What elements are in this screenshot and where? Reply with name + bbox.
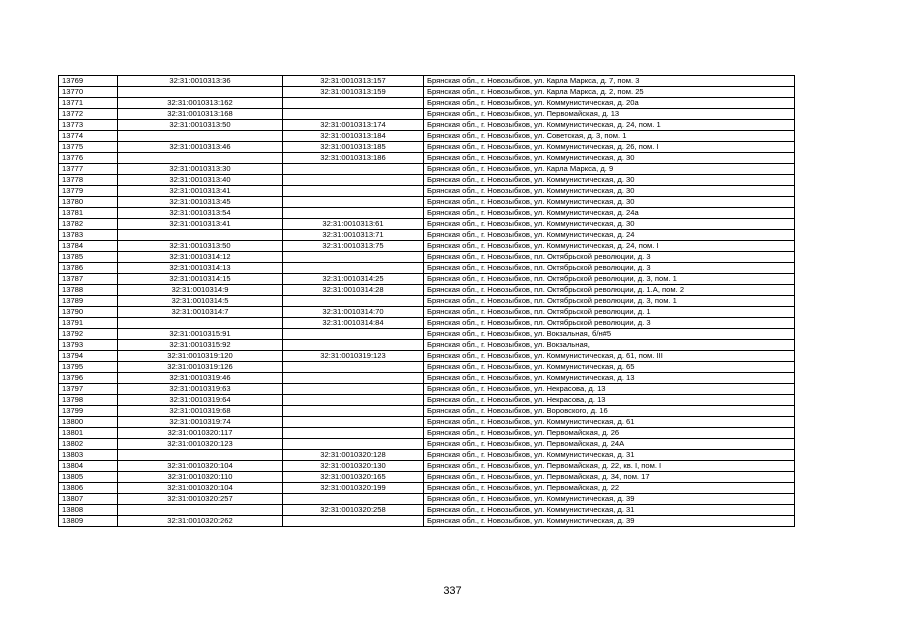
linked-cadastral-number-cell: 32:31:0010313:157: [283, 76, 424, 87]
row-number-cell: 13769: [59, 76, 118, 87]
cadastral-number-cell: 32:31:0010319:74: [118, 417, 283, 428]
table-row: [59, 285, 795, 296]
table-row: [59, 483, 795, 494]
address-cell: Брянская обл., г. Новозыбков, ул. Вокзальная, б/н#5: [424, 329, 795, 340]
row-number-cell: 13774: [59, 131, 118, 142]
row-number-cell: 13772: [59, 109, 118, 120]
address-cell: Брянская обл., г. Новозыбков, ул. Первомайская, д. 34, пом. 17: [424, 472, 795, 483]
table-row: [59, 153, 795, 164]
row-number-cell: 13773: [59, 120, 118, 131]
table-row: [59, 351, 795, 362]
row-number-cell: 13784: [59, 241, 118, 252]
row-number-cell: 13800: [59, 417, 118, 428]
table-row: [59, 241, 795, 252]
row-number-cell: 13802: [59, 439, 118, 450]
linked-cadastral-number-cell: [283, 164, 424, 175]
cadastral-number-cell: 32:31:0010315:91: [118, 329, 283, 340]
linked-cadastral-number-cell: [283, 175, 424, 186]
address-cell: Брянская обл., г. Новозыбков, ул. Коммунистическая, д. 30: [424, 219, 795, 230]
table-row: [59, 439, 795, 450]
address-cell: Брянская обл., г. Новозыбков, ул. Коммунистическая, д. 31: [424, 505, 795, 516]
address-cell: Брянская обл., г. Новозыбков, ул. Первомайская, д. 26: [424, 428, 795, 439]
cadastral-number-cell: 32:31:0010313:168: [118, 109, 283, 120]
linked-cadastral-number-cell: [283, 406, 424, 417]
table-row: [59, 230, 795, 241]
cadastral-number-cell: 32:31:0010319:63: [118, 384, 283, 395]
row-number-cell: 13785: [59, 252, 118, 263]
table-row: [59, 318, 795, 329]
row-number-cell: 13806: [59, 483, 118, 494]
table-row: [59, 384, 795, 395]
linked-cadastral-number-cell: [283, 395, 424, 406]
row-number-cell: 13795: [59, 362, 118, 373]
linked-cadastral-number-cell: 32:31:0010314:70: [283, 307, 424, 318]
table-row: [59, 406, 795, 417]
row-number-cell: 13781: [59, 208, 118, 219]
address-cell: Брянская обл., г. Новозыбков, ул. Советская, д. 3, пом. 1: [424, 131, 795, 142]
cadastral-number-cell: 32:31:0010314:9: [118, 285, 283, 296]
row-number-cell: 13805: [59, 472, 118, 483]
row-number-cell: 13786: [59, 263, 118, 274]
table-row: [59, 274, 795, 285]
address-cell: Брянская обл., г. Новозыбков, пл. Октябрьской революции, д. 3: [424, 318, 795, 329]
cadastral-number-cell: [118, 131, 283, 142]
linked-cadastral-number-cell: [283, 494, 424, 505]
cadastral-number-cell: 32:31:0010313:162: [118, 98, 283, 109]
linked-cadastral-number-cell: [283, 417, 424, 428]
table-row: [59, 219, 795, 230]
row-number-cell: 13793: [59, 340, 118, 351]
linked-cadastral-number-cell: 32:31:0010313:71: [283, 230, 424, 241]
cadastral-number-cell: 32:31:0010320:123: [118, 439, 283, 450]
linked-cadastral-number-cell: 32:31:0010320:258: [283, 505, 424, 516]
cadastral-number-cell: [118, 153, 283, 164]
linked-cadastral-number-cell: 32:31:0010313:186: [283, 153, 424, 164]
address-cell: Брянская обл., г. Новозыбков, пл. Октябрьской революции, д. 3, пом. 1: [424, 296, 795, 307]
row-number-cell: 13777: [59, 164, 118, 175]
address-cell: Брянская обл., г. Новозыбков, ул. Карла Маркса, д. 9: [424, 164, 795, 175]
table-row: [59, 175, 795, 186]
row-number-cell: 13770: [59, 87, 118, 98]
cadastral-number-cell: 32:31:0010320:104: [118, 483, 283, 494]
linked-cadastral-number-cell: [283, 208, 424, 219]
table-row: [59, 120, 795, 131]
linked-cadastral-number-cell: [283, 362, 424, 373]
address-cell: Брянская обл., г. Новозыбков, ул. Первомайская, д. 13: [424, 109, 795, 120]
address-cell: Брянская обл., г. Новозыбков, ул. Коммунистическая, д. 20а: [424, 98, 795, 109]
table-row: [59, 87, 795, 98]
address-cell: Брянская обл., г. Новозыбков, ул. Воровского, д. 16: [424, 406, 795, 417]
table-row: [59, 395, 795, 406]
address-cell: Брянская обл., г. Новозыбков, ул. Коммунистическая, д. 61, пом. III: [424, 351, 795, 362]
address-cell: Брянская обл., г. Новозыбков, ул. Коммунистическая, д. 30: [424, 153, 795, 164]
row-number-cell: 13791: [59, 318, 118, 329]
table-row: [59, 461, 795, 472]
table-row: [59, 450, 795, 461]
address-cell: Брянская обл., г. Новозыбков, пл. Октябрьской революции, д. 1.А, пом. 2: [424, 285, 795, 296]
table-row: [59, 164, 795, 175]
table-row: [59, 186, 795, 197]
address-cell: Брянская обл., г. Новозыбков, ул. Первомайская, д. 22: [424, 483, 795, 494]
cadastral-number-cell: 32:31:0010313:41: [118, 219, 283, 230]
address-cell: Брянская обл., г. Новозыбков, ул. Карла Маркса, д. 2, пом. 25: [424, 87, 795, 98]
row-number-cell: 13798: [59, 395, 118, 406]
table-row: [59, 428, 795, 439]
table-row: [59, 362, 795, 373]
cadastral-number-cell: 32:31:0010313:54: [118, 208, 283, 219]
cadastral-number-cell: 32:31:0010319:64: [118, 395, 283, 406]
cadastral-number-cell: 32:31:0010314:13: [118, 263, 283, 274]
address-cell: Брянская обл., г. Новозыбков, ул. Коммунистическая, д. 26, пом. I: [424, 142, 795, 153]
cadastral-number-cell: 32:31:0010313:50: [118, 241, 283, 252]
row-number-cell: 13780: [59, 197, 118, 208]
row-number-cell: 13804: [59, 461, 118, 472]
cadastral-number-cell: 32:31:0010314:12: [118, 252, 283, 263]
linked-cadastral-number-cell: [283, 329, 424, 340]
cadastral-number-cell: 32:31:0010313:45: [118, 197, 283, 208]
table-row: [59, 263, 795, 274]
table-row: [59, 373, 795, 384]
row-number-cell: 13803: [59, 450, 118, 461]
address-cell: Брянская обл., г. Новозыбков, ул. Коммунистическая, д. 24а: [424, 208, 795, 219]
cadastral-number-cell: 32:31:0010319:120: [118, 351, 283, 362]
linked-cadastral-number-cell: [283, 428, 424, 439]
row-number-cell: 13801: [59, 428, 118, 439]
row-number-cell: 13775: [59, 142, 118, 153]
cadastral-number-cell: 32:31:0010314:5: [118, 296, 283, 307]
linked-cadastral-number-cell: [283, 516, 424, 527]
cadastral-number-cell: 32:31:0010319:46: [118, 373, 283, 384]
address-cell: Брянская обл., г. Новозыбков, ул. Коммунистическая, д. 30: [424, 175, 795, 186]
linked-cadastral-number-cell: [283, 98, 424, 109]
property-registry-table: [58, 75, 795, 527]
linked-cadastral-number-cell: 32:31:0010320:130: [283, 461, 424, 472]
cadastral-number-cell: 32:31:0010320:262: [118, 516, 283, 527]
linked-cadastral-number-cell: 32:31:0010314:84: [283, 318, 424, 329]
table-row: [59, 252, 795, 263]
cadastral-number-cell: 32:31:0010313:41: [118, 186, 283, 197]
table-row: [59, 131, 795, 142]
address-cell: Брянская обл., г. Новозыбков, ул. Коммунистическая, д. 39: [424, 516, 795, 527]
table-row: [59, 329, 795, 340]
page-number: 337: [443, 585, 462, 597]
cadastral-number-cell: 32:31:0010320:117: [118, 428, 283, 439]
cadastral-number-cell: 32:31:0010313:30: [118, 164, 283, 175]
table-row: [59, 109, 795, 120]
table-row: [59, 197, 795, 208]
cadastral-number-cell: 32:31:0010320:104: [118, 461, 283, 472]
linked-cadastral-number-cell: 32:31:0010313:75: [283, 241, 424, 252]
address-cell: Брянская обл., г. Новозыбков, ул. Вокзальная,: [424, 340, 795, 351]
address-cell: Брянская обл., г. Новозыбков, ул. Коммунистическая, д. 13: [424, 373, 795, 384]
row-number-cell: 13787: [59, 274, 118, 285]
table-row: [59, 505, 795, 516]
linked-cadastral-number-cell: [283, 439, 424, 450]
linked-cadastral-number-cell: [283, 296, 424, 307]
address-cell: Брянская обл., г. Новозыбков, ул. Некрасова, д. 13: [424, 384, 795, 395]
address-cell: Брянская обл., г. Новозыбков, ул. Некрасова, д. 13: [424, 395, 795, 406]
row-number-cell: 13779: [59, 186, 118, 197]
linked-cadastral-number-cell: 32:31:0010313:159: [283, 87, 424, 98]
table-row: [59, 516, 795, 527]
address-cell: Брянская обл., г. Новозыбков, ул. Коммунистическая, д. 65: [424, 362, 795, 373]
cadastral-number-cell: 32:31:0010313:46: [118, 142, 283, 153]
row-number-cell: 13790: [59, 307, 118, 318]
address-cell: Брянская обл., г. Новозыбков, ул. Коммунистическая, д. 61: [424, 417, 795, 428]
linked-cadastral-number-cell: [283, 186, 424, 197]
cadastral-number-cell: 32:31:0010313:36: [118, 76, 283, 87]
row-number-cell: 13797: [59, 384, 118, 395]
cadastral-number-cell: 32:31:0010313:50: [118, 120, 283, 131]
linked-cadastral-number-cell: 32:31:0010314:28: [283, 285, 424, 296]
row-number-cell: 13792: [59, 329, 118, 340]
row-number-cell: 13808: [59, 505, 118, 516]
linked-cadastral-number-cell: [283, 340, 424, 351]
cadastral-number-cell: 32:31:0010315:92: [118, 340, 283, 351]
row-number-cell: 13794: [59, 351, 118, 362]
table-row: [59, 307, 795, 318]
linked-cadastral-number-cell: 32:31:0010314:25: [283, 274, 424, 285]
linked-cadastral-number-cell: [283, 197, 424, 208]
address-cell: Брянская обл., г. Новозыбков, пл. Октябрьской революции, д. 3, пом. 1: [424, 274, 795, 285]
cadastral-number-cell: 32:31:0010320:110: [118, 472, 283, 483]
table-row: [59, 76, 795, 87]
address-cell: Брянская обл., г. Новозыбков, ул. Коммунистическая, д. 24: [424, 230, 795, 241]
table-row: [59, 494, 795, 505]
cadastral-number-cell: 32:31:0010314:7: [118, 307, 283, 318]
cadastral-number-cell: [118, 318, 283, 329]
row-number-cell: 13782: [59, 219, 118, 230]
cadastral-number-cell: [118, 230, 283, 241]
row-number-cell: 13799: [59, 406, 118, 417]
linked-cadastral-number-cell: 32:31:0010319:123: [283, 351, 424, 362]
row-number-cell: 13783: [59, 230, 118, 241]
linked-cadastral-number-cell: 32:31:0010313:184: [283, 131, 424, 142]
row-number-cell: 13778: [59, 175, 118, 186]
address-cell: Брянская обл., г. Новозыбков, пл. Октябрьской революции, д. 1: [424, 307, 795, 318]
linked-cadastral-number-cell: 32:31:0010320:128: [283, 450, 424, 461]
address-cell: Брянская обл., г. Новозыбков, ул. Коммунистическая, д. 24, пом. I: [424, 241, 795, 252]
cadastral-number-cell: 32:31:0010320:257: [118, 494, 283, 505]
table-row: [59, 340, 795, 351]
row-number-cell: 13776: [59, 153, 118, 164]
row-number-cell: 13788: [59, 285, 118, 296]
cadastral-number-cell: 32:31:0010319:68: [118, 406, 283, 417]
linked-cadastral-number-cell: [283, 384, 424, 395]
address-cell: Брянская обл., г. Новозыбков, ул. Первомайская, д. 22, кв. I, пом. I: [424, 461, 795, 472]
address-cell: Брянская обл., г. Новозыбков, ул. Коммунистическая, д. 30: [424, 186, 795, 197]
row-number-cell: 13771: [59, 98, 118, 109]
address-cell: Брянская обл., г. Новозыбков, ул. Коммунистическая, д. 24, пом. 1: [424, 120, 795, 131]
address-cell: Брянская обл., г. Новозыбков, ул. Коммунистическая, д. 31: [424, 450, 795, 461]
address-cell: Брянская обл., г. Новозыбков, ул. Карла Маркса, д. 7, пом. 3: [424, 76, 795, 87]
address-cell: Брянская обл., г. Новозыбков, пл. Октябрьской революции, д. 3: [424, 252, 795, 263]
linked-cadastral-number-cell: 32:31:0010320:199: [283, 483, 424, 494]
linked-cadastral-number-cell: [283, 263, 424, 274]
table-row: [59, 98, 795, 109]
cadastral-number-cell: [118, 505, 283, 516]
address-cell: Брянская обл., г. Новозыбков, ул. Коммунистическая, д. 30: [424, 197, 795, 208]
row-number-cell: 13796: [59, 373, 118, 384]
table-row: [59, 296, 795, 307]
cadastral-number-cell: [118, 450, 283, 461]
cadastral-number-cell: 32:31:0010319:126: [118, 362, 283, 373]
address-cell: Брянская обл., г. Новозыбков, ул. Первомайская, д. 24А: [424, 439, 795, 450]
table-row: [59, 208, 795, 219]
row-number-cell: 13789: [59, 296, 118, 307]
cadastral-number-cell: [118, 87, 283, 98]
row-number-cell: 13809: [59, 516, 118, 527]
table-row: [59, 142, 795, 153]
linked-cadastral-number-cell: 32:31:0010320:165: [283, 472, 424, 483]
linked-cadastral-number-cell: 32:31:0010313:61: [283, 219, 424, 230]
linked-cadastral-number-cell: 32:31:0010313:174: [283, 120, 424, 131]
table-row: [59, 472, 795, 483]
linked-cadastral-number-cell: [283, 109, 424, 120]
linked-cadastral-number-cell: [283, 252, 424, 263]
linked-cadastral-number-cell: 32:31:0010313:185: [283, 142, 424, 153]
row-number-cell: 13807: [59, 494, 118, 505]
cadastral-number-cell: 32:31:0010313:40: [118, 175, 283, 186]
cadastral-number-cell: 32:31:0010314:15: [118, 274, 283, 285]
table-row: [59, 417, 795, 428]
table-body: [59, 76, 795, 527]
address-cell: Брянская обл., г. Новозыбков, ул. Коммунистическая, д. 39: [424, 494, 795, 505]
linked-cadastral-number-cell: [283, 373, 424, 384]
address-cell: Брянская обл., г. Новозыбков, пл. Октябрьской революции, д. 3: [424, 263, 795, 274]
